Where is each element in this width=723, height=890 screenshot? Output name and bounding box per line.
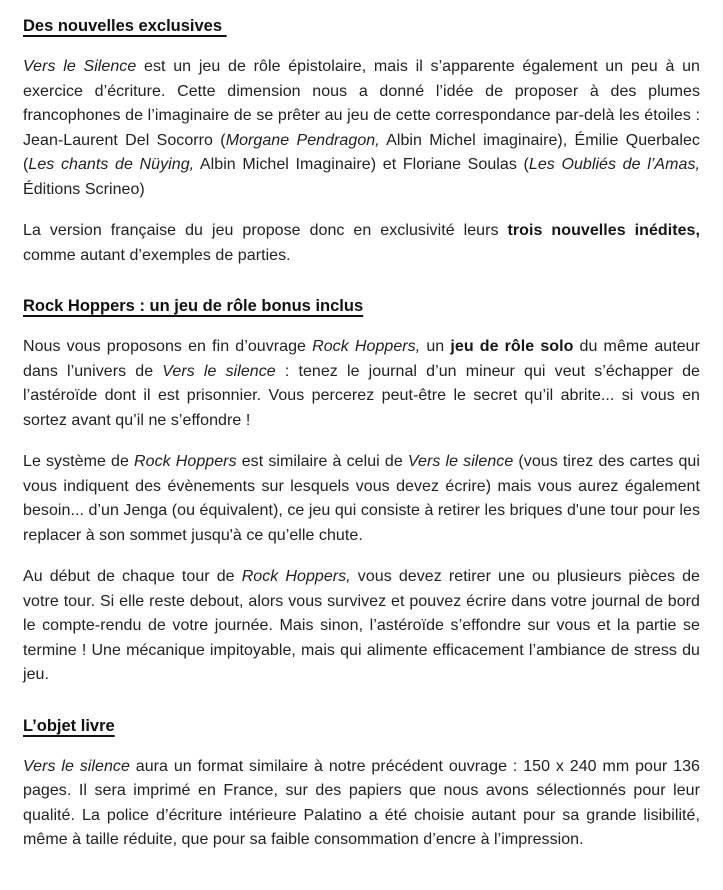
paragraph bbox=[23, 335, 700, 433]
text-run: vous devez retirer une ou plusieurs pièces de votre tour. Si elle reste debout, alors vous survivez et pouvez écrire dans votre journal de bord le compte-rendu de votre journée. Mais sinon, l’astéroïde s’effondre sur vous et la partie se termine ! Une mécanique impitoyable, mais qui alimente efficacement l’ambiance de stress du jeu. bbox=[23, 568, 700, 683]
text-run: (vous tirez des cartes qui vous indiquent des évènements sur lesquels vous devez écrire) mais vous aurez également besoin... d’un Jenga (ou équivalent), ce jeu qui consiste à retirer les briques d'une tour pour les replacer à son sommet jusqu'à ce qu’elle chute. bbox=[23, 453, 700, 544]
paragraph bbox=[23, 55, 700, 202]
text-run: : tenez le journal d’un mineur qui veut s’échapper de l’astéroïde dont il est prisonnier. Vous percerez peut-être le secret qu’il abrite... si vous en sortez avant qu’il ne s’effondre ! bbox=[23, 362, 700, 429]
bold-run: jeu de rôle solo bbox=[450, 338, 574, 355]
text-run: aura un format similaire à notre précédent ouvrage : 150 x 240 mm pour 136 pages. Il sera imprimé en France, sur des papiers que nous avons sélectionnés pour leur qualité. La police d’écriture intérieure Palatino a été choisie autant pour sa grande lisibilité, même à taille réduite, que pour sa faible consommation d’encre à l’impression. bbox=[23, 757, 700, 848]
italic-run: Rock Hoppers, bbox=[241, 568, 351, 585]
italic-run: Morgane Pendragon, bbox=[225, 131, 380, 149]
section-heading bbox=[23, 294, 700, 318]
text-run: comme autant d’exemples de parties. bbox=[23, 246, 291, 264]
text-run: Au début de chaque tour de bbox=[23, 568, 242, 585]
paragraph bbox=[23, 565, 700, 688]
text-run: La version française du jeu propose donc en exclusivité leurs bbox=[23, 222, 508, 239]
section-heading-text: Rock Hoppers : un jeu de rôle bonus inclus bbox=[23, 297, 364, 315]
italic-run: Vers le Silence bbox=[23, 58, 137, 75]
italic-run: Les Oubliés de l’Amas, bbox=[528, 156, 701, 173]
text-run: Albin Michel Imaginaire) et Floriane Soulas ( bbox=[194, 156, 529, 173]
section-heading-text: L’objet livre bbox=[23, 716, 115, 735]
italic-run: Les chants de Nüying, bbox=[28, 156, 195, 173]
italic-run: Vers le silence bbox=[23, 757, 130, 775]
text-run: du même auteur dans l’univers de bbox=[23, 338, 701, 380]
paragraph bbox=[23, 755, 700, 853]
text-run: Le système de bbox=[23, 453, 135, 470]
text-run: est un jeu de rôle épistolaire, mais il s’apparente également un peu à un exercice d’écriture. Cette dimension nous a donné l’idée de proposer à des plumes francophones de l’imaginaire de se prêter au jeu de cette correspondance par-delà les étoiles : Jean-Laurent Del Socorro ( bbox=[23, 58, 700, 149]
section-heading bbox=[23, 14, 700, 38]
italic-run: Rock Hoppers bbox=[134, 453, 237, 470]
text-run: est similaire à celui de bbox=[236, 453, 408, 470]
text-run: Albin Michel imaginaire), Émilie Querbalec ( bbox=[23, 131, 700, 173]
paragraph bbox=[23, 450, 700, 548]
text-run: Éditions Scrineo) bbox=[23, 180, 145, 198]
article bbox=[23, 14, 700, 853]
section-heading bbox=[23, 714, 700, 738]
italic-run: Vers le silence bbox=[162, 362, 276, 380]
paragraph bbox=[23, 219, 700, 268]
bold-run: trois nouvelles inédites, bbox=[507, 222, 700, 239]
section-heading-text: Des nouvelles exclusives bbox=[23, 17, 227, 35]
italic-run: Rock Hoppers, bbox=[312, 338, 421, 355]
text-run: un bbox=[420, 338, 451, 355]
italic-run: Vers le silence bbox=[407, 453, 514, 470]
text-run: Nous vous proposons en fin d’ouvrage bbox=[23, 338, 313, 355]
